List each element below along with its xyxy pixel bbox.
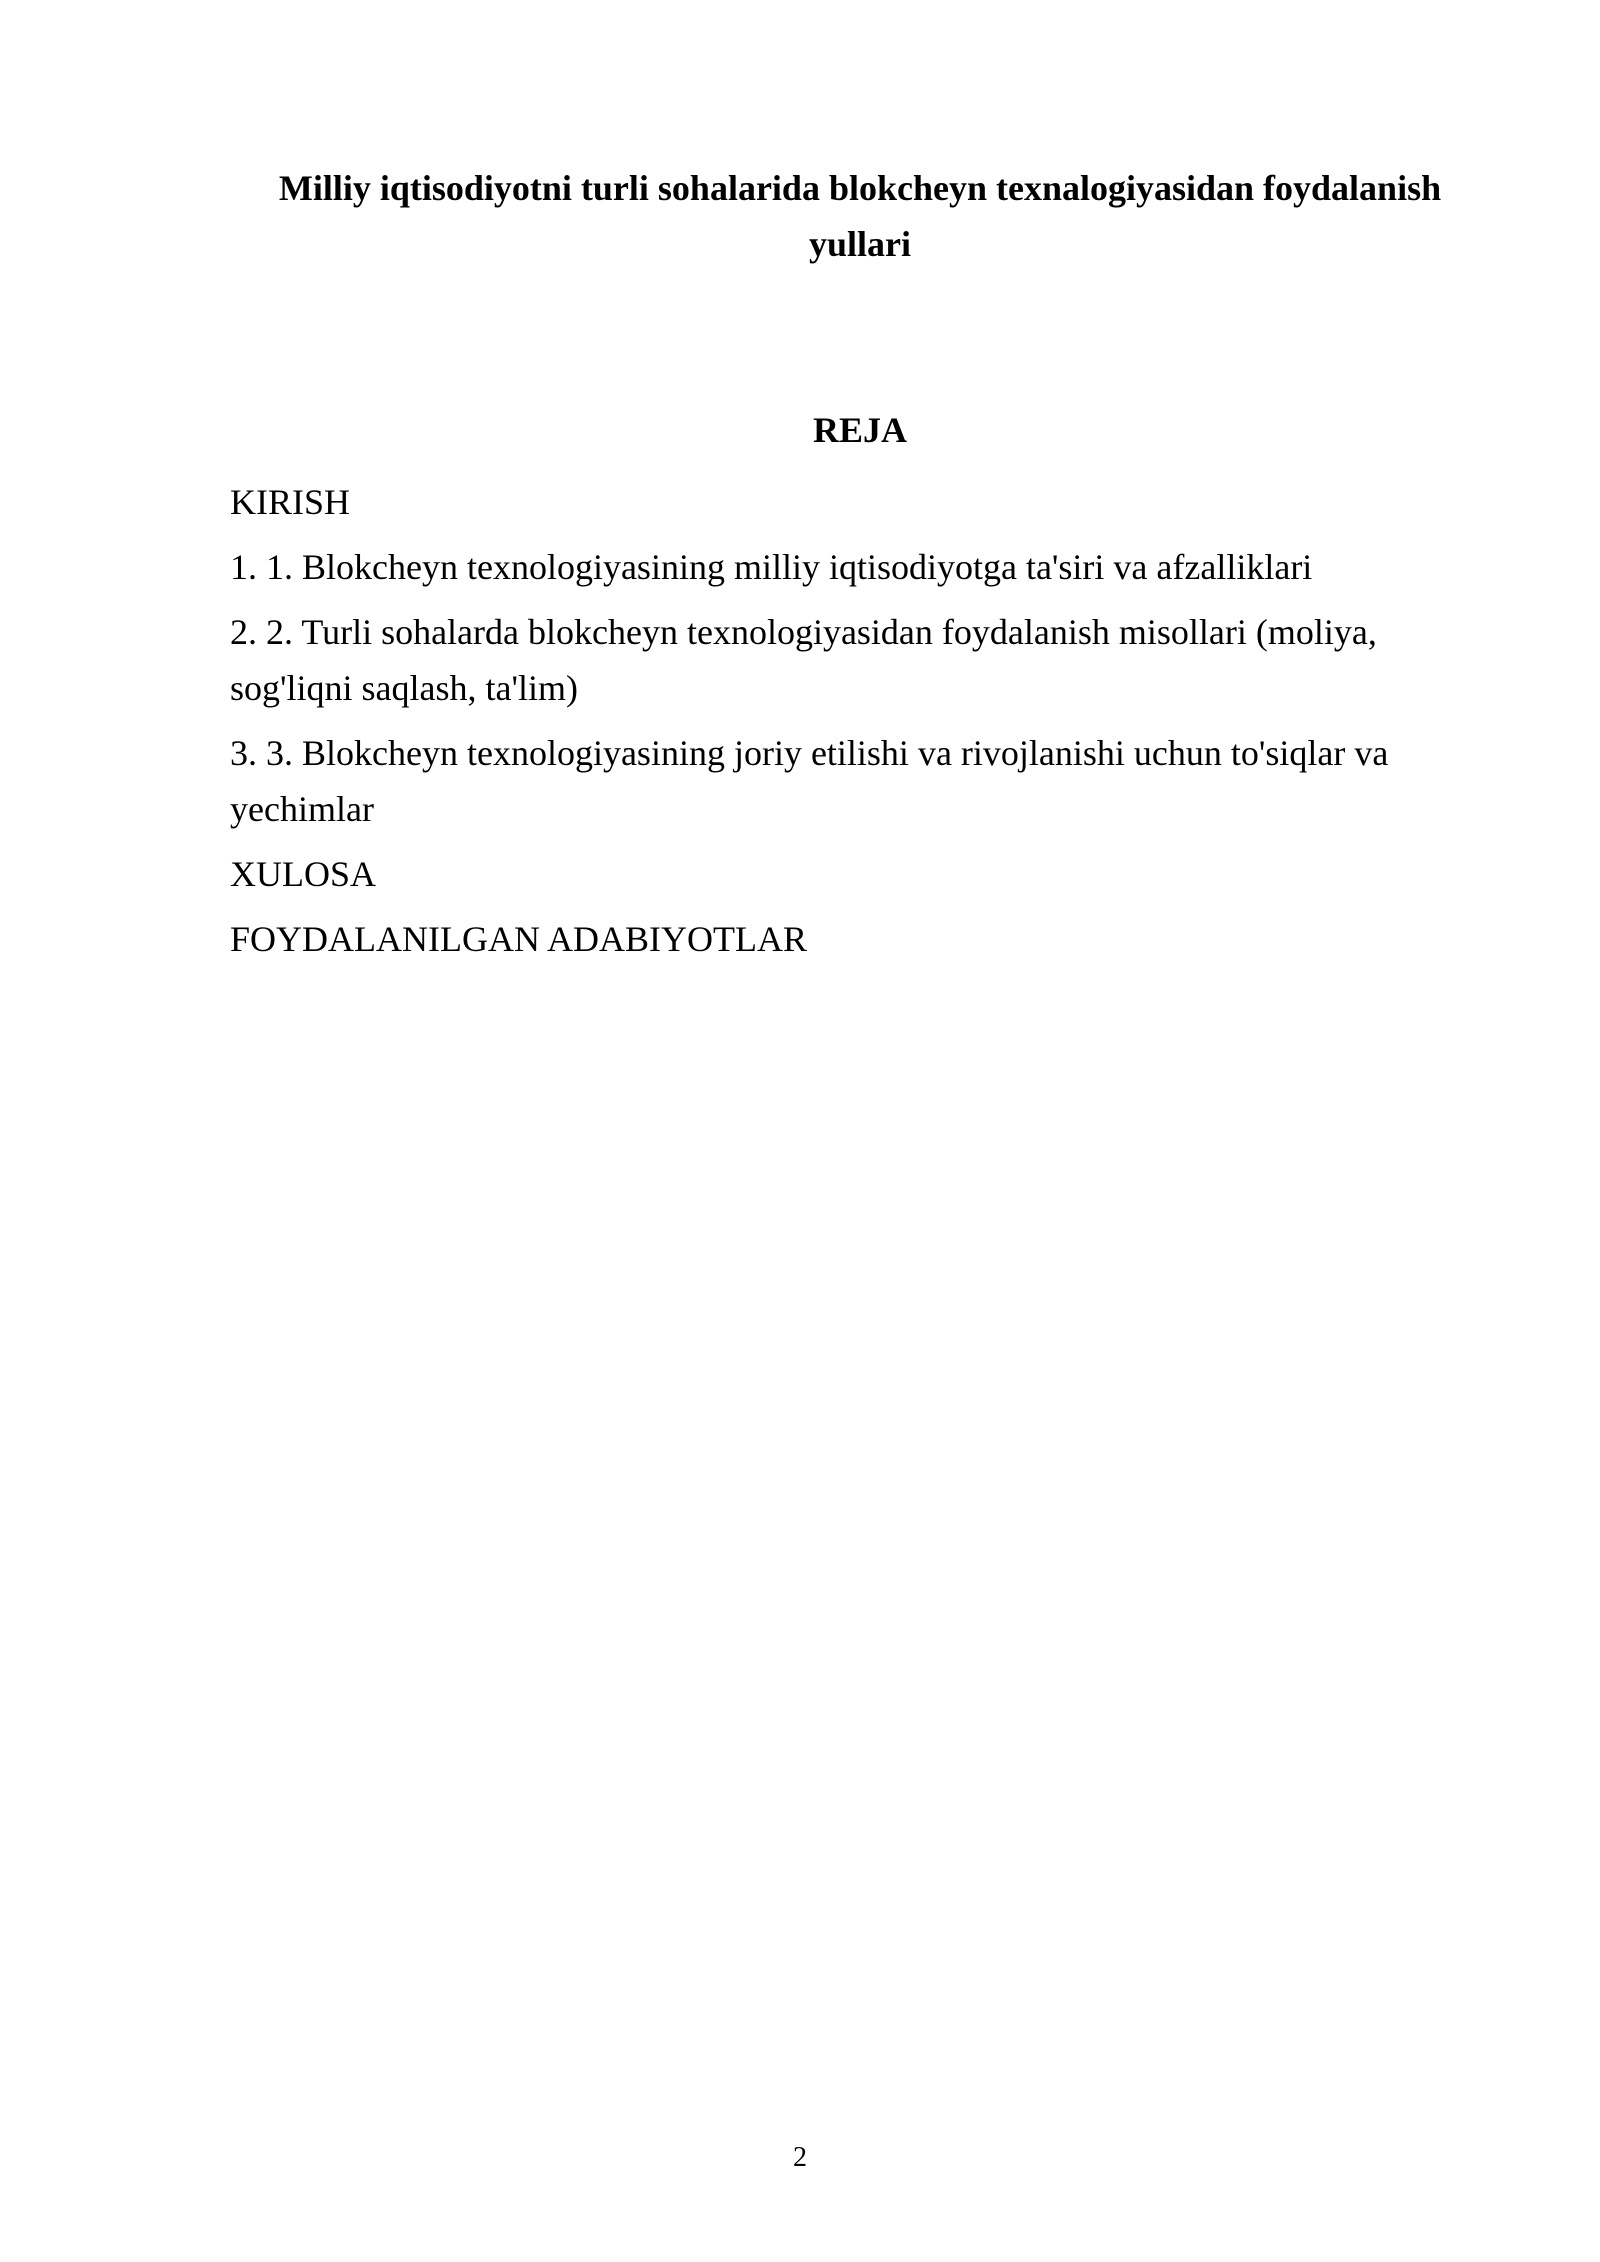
page-number: 2 (793, 2142, 807, 2173)
plan-item-1: 1. 1. Blokcheyn texnologiyasining milliy iqtisodiyotga ta'siri va afzalliklari (230, 547, 1313, 587)
plan-item-introduction: KIRISH (230, 482, 351, 522)
plan-heading: REJA (812, 410, 907, 450)
document-title: Milliy iqtisodiyotni turli sohalarida blokcheyn texnalogiyasidan foydalanish yullari (278, 168, 1442, 264)
plan-item-2: 2. 2. Turli sohalarda blokcheyn texnologiyasidan foydalanish misollari (moliya, sog'liqni saqlash, ta'lim) (230, 612, 1377, 708)
plan-list (230, 474, 1490, 976)
plan-item-3: 3. 3. Blokcheyn texnologiyasining joriy etilishi va rivojlanishi uchun to'siqlar va yechimlar (230, 733, 1389, 829)
plan-item-conclusion: XULOSA (230, 854, 377, 894)
plan-item-references: FOYDALANILGAN ADABIYOTLAR (230, 919, 807, 959)
